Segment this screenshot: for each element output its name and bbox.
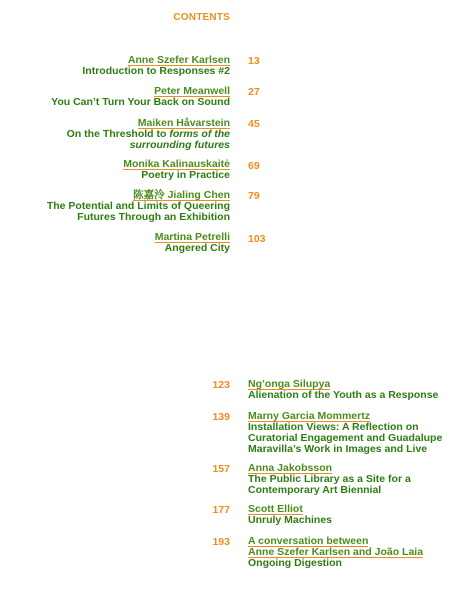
entry-author-cjk: 陈嘉泠 — [133, 189, 165, 201]
entry-title: You Can’t Turn Your Back on Sound — [51, 96, 230, 108]
entry-title: The Public Library as a Site for a Contemporary Art Biennial — [248, 473, 411, 496]
entry-title: Ongoing Digestion — [248, 557, 342, 569]
entry-author[interactable]: Anna Jakobsson — [248, 462, 333, 474]
entry-title-italic: forms of the surrounding futures — [129, 128, 230, 151]
entry-title: Angered City — [164, 242, 230, 254]
entry-title: Alienation of the Youth as a Response — [248, 389, 439, 401]
entry-title: The Potential and Limits of Queering Futures Through an Exhibition — [46, 200, 230, 223]
entry-author-latin: Jialing Chen — [167, 189, 230, 201]
page-number: 157 — [212, 463, 230, 475]
toc-entry[interactable] — [123, 159, 230, 181]
page-number: 123 — [212, 379, 230, 391]
entry-author[interactable]: Martina Petrelli — [154, 231, 230, 243]
entry-title: Introduction to Responses #2 — [82, 65, 230, 77]
page-number: 13 — [248, 55, 260, 67]
page-number: 69 — [248, 160, 260, 172]
entry-title-plain: On the Threshold to — [66, 128, 170, 140]
entry-author[interactable]: Monika Kalinauskaitė — [123, 158, 230, 170]
toc-entry[interactable] — [82, 55, 230, 77]
entry-title — [67, 129, 230, 151]
page-number: 103 — [248, 233, 266, 245]
toc-entry[interactable] — [248, 536, 423, 569]
toc-entry[interactable] — [248, 379, 438, 401]
page-number: 45 — [248, 118, 260, 130]
entry-author-line1[interactable]: A conversation between — [248, 535, 369, 547]
contents-heading: CONTENTS — [173, 12, 230, 23]
toc-entry[interactable] — [155, 232, 230, 254]
entry-author[interactable]: Peter Meanwell — [154, 85, 230, 97]
toc-entry[interactable] — [248, 504, 332, 526]
entry-author[interactable]: Maiken Håvarstein — [137, 117, 230, 129]
page-number: 27 — [248, 86, 260, 98]
entry-author-line2[interactable]: Anne Szefer Karlsen and João Laia — [248, 546, 424, 558]
toc-entry[interactable] — [248, 411, 442, 455]
entry-author[interactable]: Marny Garcia Mommertz — [248, 410, 370, 422]
page-number: 177 — [212, 504, 230, 516]
entry-title: Poetry in Practice — [141, 169, 230, 181]
page-number: 139 — [212, 411, 230, 423]
page-number: 193 — [212, 536, 230, 548]
entry-author[interactable]: Scott Elliot — [248, 503, 303, 515]
entry-title: Unruly Machines — [248, 514, 333, 526]
page-number: 79 — [248, 190, 260, 202]
toc-entry[interactable] — [47, 190, 230, 223]
toc-entry[interactable] — [51, 86, 230, 108]
entry-title: Installation Views: A Reflection on Curatorial Engagement and Guadalupe Maravilla’s Work in Images and Live — [248, 421, 443, 455]
toc-entry[interactable] — [248, 463, 411, 496]
entry-author[interactable]: Anne Szefer Karlsen — [127, 54, 230, 66]
toc-entry[interactable] — [67, 118, 230, 151]
entry-author[interactable]: Ng’onga Silupya — [248, 378, 331, 390]
